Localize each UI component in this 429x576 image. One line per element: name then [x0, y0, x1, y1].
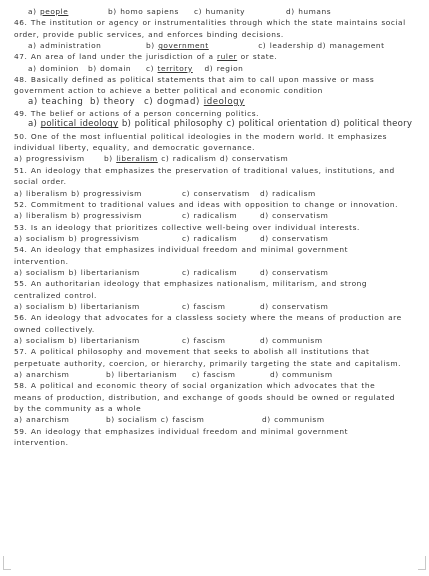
line-text: intervention. — [14, 438, 69, 448]
line-text: a) dominion — [28, 63, 79, 73]
line-text: centralized control. — [14, 290, 97, 300]
line-text: c) radicalism — [182, 267, 238, 277]
line-text: c) fascism — [182, 301, 226, 311]
line-text: owned collectively. — [14, 324, 95, 334]
line-text: c) dogma — [144, 96, 190, 107]
line-text: b) — [104, 154, 117, 164]
line-text: means of production, distribution, and exchange of goods should be owned or regulated — [14, 392, 396, 402]
answer-text: government — [158, 41, 209, 51]
answer-text: people — [40, 7, 69, 16]
line-text: 57. A political philosophy and movement that seeks to abolish all institutions that — [14, 347, 370, 357]
document-line — [14, 290, 424, 301]
document-line — [14, 51, 424, 62]
line-text: c) conservatism — [182, 188, 250, 198]
line-text: a) socialism b) libertarianism — [14, 301, 140, 311]
line-text: 55. An authoritarian ideology that emphasizes nationalism, militarism, and strong — [14, 279, 368, 289]
line-text: perpetuate authority, coercion, or hierarchy, primarily targeting the state and capitalism. — [14, 358, 402, 368]
line-text: d) communism — [262, 415, 325, 425]
line-text: 54. An ideology that emphasizes individual freedom and minimal government — [14, 245, 349, 255]
line-text: 47. An area of land under the jurisdiction of a — [14, 52, 218, 62]
document-line — [14, 335, 424, 346]
line-text: a) socialism b) libertarianism — [14, 335, 140, 345]
document-line — [14, 324, 424, 335]
line-text: a) — [28, 7, 41, 16]
document-line — [14, 142, 424, 153]
line-text: d) conservatism — [260, 211, 329, 221]
document-line — [14, 108, 424, 119]
line-text: a) — [28, 119, 41, 130]
document-line — [14, 301, 424, 312]
document-line — [14, 29, 424, 40]
document-line — [14, 414, 424, 425]
document-line — [14, 256, 424, 267]
line-text: b) political philosophy c) political orientation d) political theory — [118, 119, 413, 130]
line-text: a) anarchism — [14, 415, 70, 425]
line-text: 52. Commitment to traditional values and ideas with opposition to change or innovation. — [14, 199, 399, 209]
line-text: d) radicalism — [260, 188, 316, 198]
answer-text: ruler — [217, 52, 238, 62]
line-text: a) liberalism b) progressivism — [14, 188, 142, 198]
line-text: government action to achieve a better political and economic condition — [14, 86, 323, 96]
document-line — [14, 403, 424, 414]
line-text: a) socialism b) progressivism — [14, 233, 140, 243]
line-text: 56. An ideology that advocates for a classless society where the means of production are — [14, 313, 402, 323]
line-text: 58. A political and economic theory of social organization which advocates that the — [14, 381, 376, 391]
document-line — [14, 74, 424, 85]
document-line — [14, 199, 424, 210]
document-line — [14, 278, 424, 289]
line-text: 48. Basically defined as political statements that aim to call upon massive or mass — [14, 75, 375, 85]
line-text: b) homo sapiens — [108, 7, 179, 16]
answer-text: liberalism — [116, 154, 158, 164]
line-text: 51. An ideology that emphasizes the preservation of traditional values, institutions, and — [14, 165, 395, 175]
answer-text: territory — [157, 63, 193, 73]
line-text: c) radicalism — [182, 233, 238, 243]
page-corner-mark-left — [3, 556, 11, 570]
line-text: c) leadership d) management — [258, 41, 385, 51]
line-text: c) humanity — [194, 7, 246, 16]
document-line — [14, 222, 424, 233]
line-text: b) — [146, 41, 159, 51]
line-text: order, provide public services, and enforces binding decisions. — [14, 29, 284, 39]
document-line — [14, 210, 424, 221]
document-line — [14, 426, 424, 437]
line-text: b) theory — [90, 96, 136, 107]
line-text: b) socialism c) fascism — [106, 415, 205, 425]
line-text: b) libertarianism — [106, 370, 178, 379]
line-text: a) liberalism b) progressivism — [14, 211, 142, 221]
line-text: b) domain — [88, 63, 132, 73]
line-text: 59. An ideology that emphasizes individual freedom and minimal government — [14, 426, 349, 436]
line-text: d) communism — [270, 370, 333, 379]
line-text: d) — [190, 96, 204, 107]
document-line — [14, 312, 424, 323]
line-text: c) fascism — [182, 335, 226, 345]
line-text: c) — [146, 63, 158, 73]
line-text: intervention. — [14, 256, 69, 266]
document-line — [14, 346, 424, 357]
document-line — [14, 369, 424, 380]
line-text: d) humans — [286, 7, 332, 16]
document-line — [14, 233, 424, 244]
line-text: c) radicalism — [182, 211, 238, 221]
line-text: individual liberty, equality, and democratic governance. — [14, 143, 256, 153]
line-text: a) anarchism — [14, 370, 70, 379]
document-line — [14, 17, 424, 28]
line-text: d) communism — [260, 335, 323, 345]
document-line — [14, 6, 424, 17]
line-text: a) teaching — [28, 96, 84, 107]
line-text: 53. Is an ideology that prioritizes collective well-being over individual interests. — [14, 222, 360, 232]
document-page — [14, 6, 424, 448]
document-line — [14, 153, 424, 164]
line-text: a) socialism b) libertarianism — [14, 267, 140, 277]
line-text: a) administration — [28, 41, 102, 51]
page-corner-mark-right — [418, 556, 426, 570]
document-line — [14, 188, 424, 199]
line-text: d) conservatism — [260, 301, 329, 311]
document-line — [14, 392, 424, 403]
line-text: 46. The institution or agency or instrumentalities through which the state maintains social — [14, 18, 406, 28]
document-line — [14, 358, 424, 369]
line-text: a) progressivism — [14, 154, 85, 164]
line-text: d) conservatism — [260, 233, 329, 243]
line-text: or state. — [237, 52, 278, 62]
document-line — [14, 131, 424, 142]
line-text: 50. One of the most influential political ideologies in the modern world. It emphasizes — [14, 131, 388, 141]
line-text: by the community as a whole — [14, 404, 142, 414]
document-line — [14, 380, 424, 391]
line-text: d) conservatism — [260, 267, 329, 277]
document-line — [14, 97, 424, 108]
document-line — [14, 119, 424, 130]
answer-text: political ideology — [40, 119, 119, 130]
line-text: social order. — [14, 177, 67, 187]
document-line — [14, 176, 424, 187]
document-line — [14, 165, 424, 176]
answer-text: ideology — [203, 96, 245, 107]
document-line — [14, 437, 424, 448]
document-line — [14, 40, 424, 51]
document-line — [14, 267, 424, 278]
document-line — [14, 63, 424, 74]
line-text: c) radicalism d) conservatism — [157, 154, 289, 164]
line-text: c) fascism — [192, 370, 236, 379]
line-text: 49. The belief or actions of a person concerning politics. — [14, 109, 260, 119]
document-line — [14, 85, 424, 96]
line-text: d) region — [204, 63, 244, 73]
document-line — [14, 244, 424, 255]
